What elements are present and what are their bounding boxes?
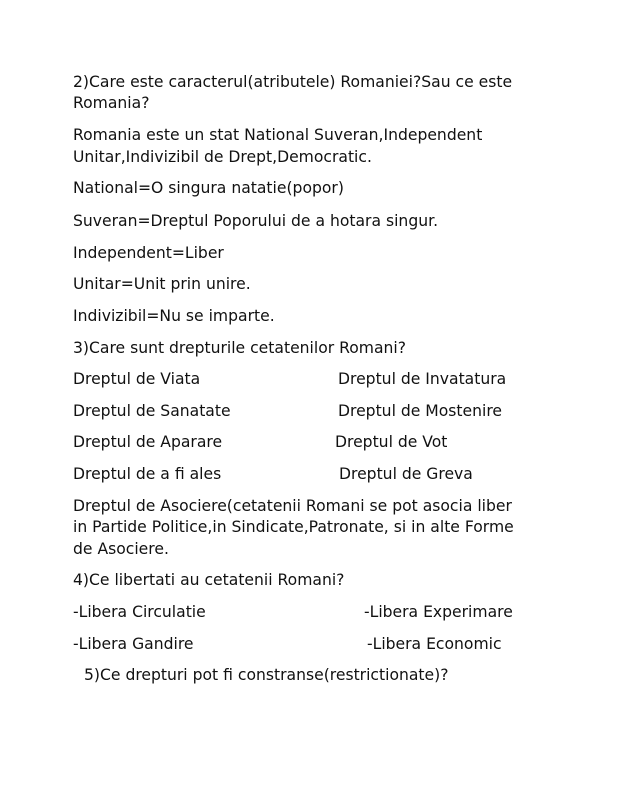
freedom-item: -Libera Gandire	[73, 635, 194, 653]
right-item: Dreptul de Sanatate	[73, 402, 231, 420]
definition-indivizibil: Indivizibil=Nu se imparte.	[73, 307, 275, 325]
right-item: Dreptul de Mostenire	[338, 402, 503, 420]
freedom-item: -Libera Experimare	[364, 603, 513, 621]
right-item: Dreptul de Invatatura	[338, 370, 507, 388]
question-3: 3)Care sunt drepturile cetatenilor Romani?	[73, 339, 407, 357]
right-item: Dreptul de Greva	[339, 465, 473, 483]
question-5: 5)Ce drepturi pot fi constranse(restrictionate)?	[84, 666, 449, 684]
question-2-line-1: 2)Care este caracterul(atributele) Romaniei?Sau ce este	[73, 73, 513, 91]
definition-national: National=O singura natatie(popor)	[73, 179, 344, 197]
right-item: Dreptul de Aparare	[73, 433, 223, 451]
right-item: Dreptul de Viata	[73, 370, 201, 388]
definition-unitar: Unitar=Unit prin unire.	[73, 275, 251, 293]
answer-2-line-2: Unitar,Indivizibil de Drept,Democratic.	[73, 148, 372, 166]
freedom-item: -Libera Circulatie	[73, 603, 206, 621]
association-line-1: Dreptul de Asociere(cetatenii Romani se pot asocia liber	[73, 497, 512, 515]
association-line-2: in Partide Politice,in Sindicate,Patronate, si in alte Forme	[73, 518, 514, 536]
definition-suveran: Suveran=Dreptul Poporului de a hotara singur.	[73, 212, 439, 230]
right-item: Dreptul de Vot	[335, 433, 448, 451]
answer-2-line-1: Romania este un stat National Suveran,Independent	[73, 126, 483, 144]
question-4: 4)Ce libertati au cetatenii Romani?	[73, 571, 345, 589]
association-line-3: de Asociere.	[73, 540, 169, 558]
right-item: Dreptul de a fi ales	[73, 465, 222, 483]
definition-independent: Independent=Liber	[73, 244, 224, 262]
freedom-item: -Libera Economic	[367, 635, 502, 653]
question-2-line-2: Romania?	[73, 94, 150, 112]
